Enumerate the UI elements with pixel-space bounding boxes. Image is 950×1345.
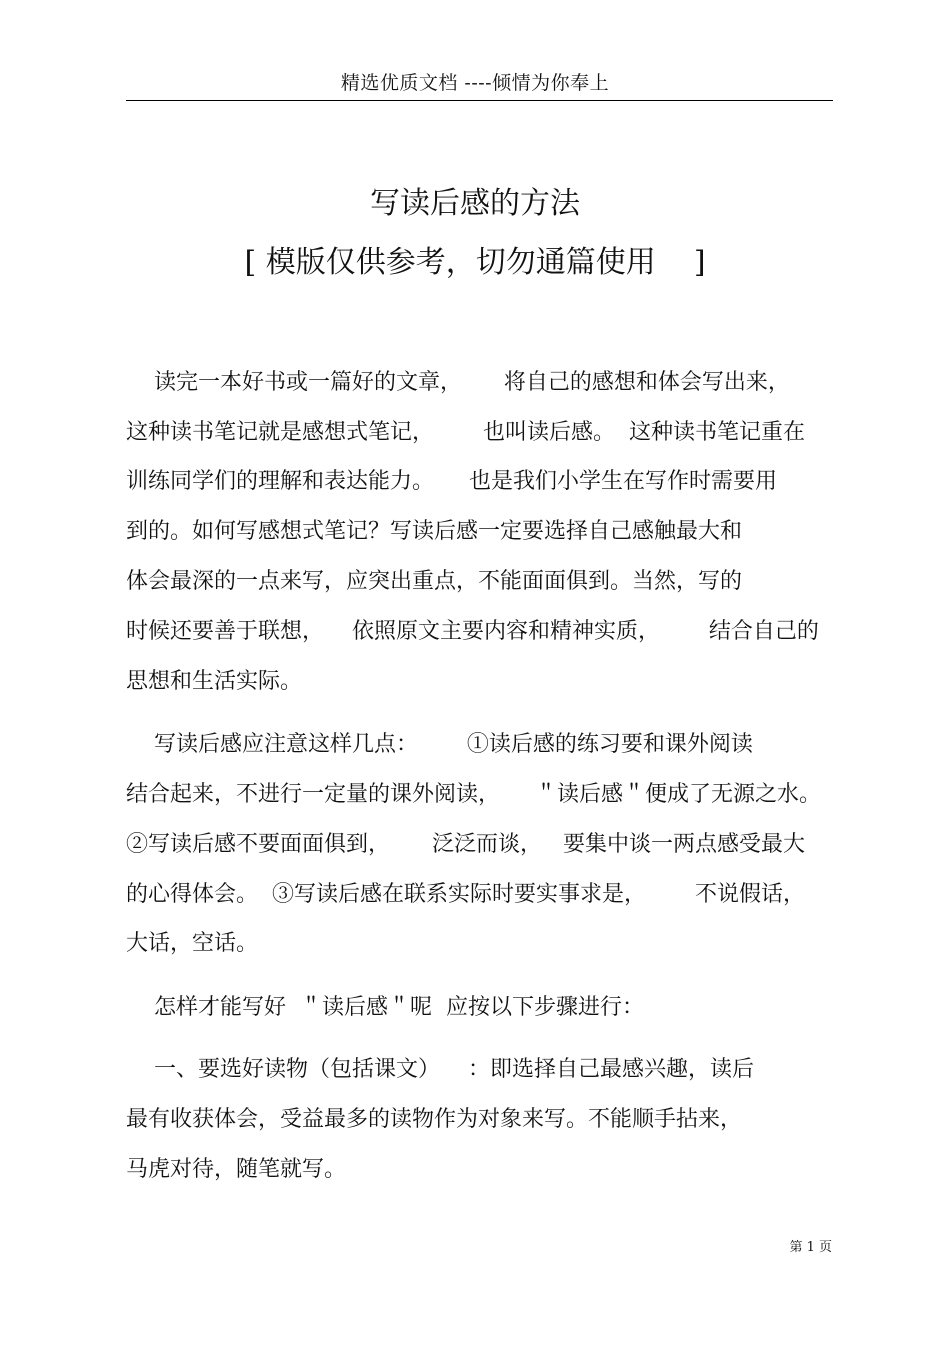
- text-line: 怎样才能写好 ＂读后感＂呢 应按以下步骤进行：: [126, 995, 644, 1020]
- text-line: 思想和生活实际。: [126, 669, 303, 694]
- text-line: 到的。如何写感想式笔记？写读后感一定要选择自己感触最大和: [126, 519, 743, 544]
- text-line: 写读后感应注意这样几点： ①读后感的练习要和课外阅读: [126, 732, 753, 757]
- header-rule: [126, 100, 833, 101]
- text-line: 结合起来，不进行一定量的课外阅读， ＂读后感＂便成了无源之水。: [126, 782, 821, 807]
- text-line: 的心得体会。 ③写读后感在联系实际时要实事求是， 不说假话，: [126, 882, 805, 907]
- text-line: 最有收获体会，受益最多的读物作为对象来写。不能顺手拈来，: [126, 1107, 743, 1132]
- text-line: 这种读书笔记就是感想式笔记， 也叫读后感。 这种读书笔记重在: [126, 420, 805, 445]
- text-line: 体会最深的一点来写，应突出重点，不能面面俱到。当然，写的: [126, 569, 743, 594]
- text-line: 马虎对待，随笔就写。: [126, 1157, 347, 1182]
- text-line: 时候还要善于联想， 依照原文主要内容和精神实质， 结合自己的: [126, 619, 819, 644]
- text-line: 训练同学们的理解和表达能力。 也是我们小学生在写作时需要用: [126, 469, 777, 494]
- page-header: 精选优质文档 ----倾情为你奉上: [340, 72, 610, 94]
- text-line: 一、要选好读物（包括课文） ：即选择自己最感兴趣，读后: [126, 1057, 754, 1082]
- text-line: 大话，空话。: [126, 931, 259, 956]
- text-line: ②写读后感不要面面俱到， 泛泛而谈， 要集中谈一两点感受最大: [126, 832, 805, 857]
- text-line: 读完一本好书或一篇好的文章， 将自己的感想和体会写出来，: [126, 370, 790, 395]
- document-title: 写读后感的方法: [370, 186, 580, 221]
- page-number: 第 1 页: [789, 1240, 832, 1255]
- document-subtitle: [ 模版仅供参考，切勿通篇使用 ]: [244, 245, 706, 280]
